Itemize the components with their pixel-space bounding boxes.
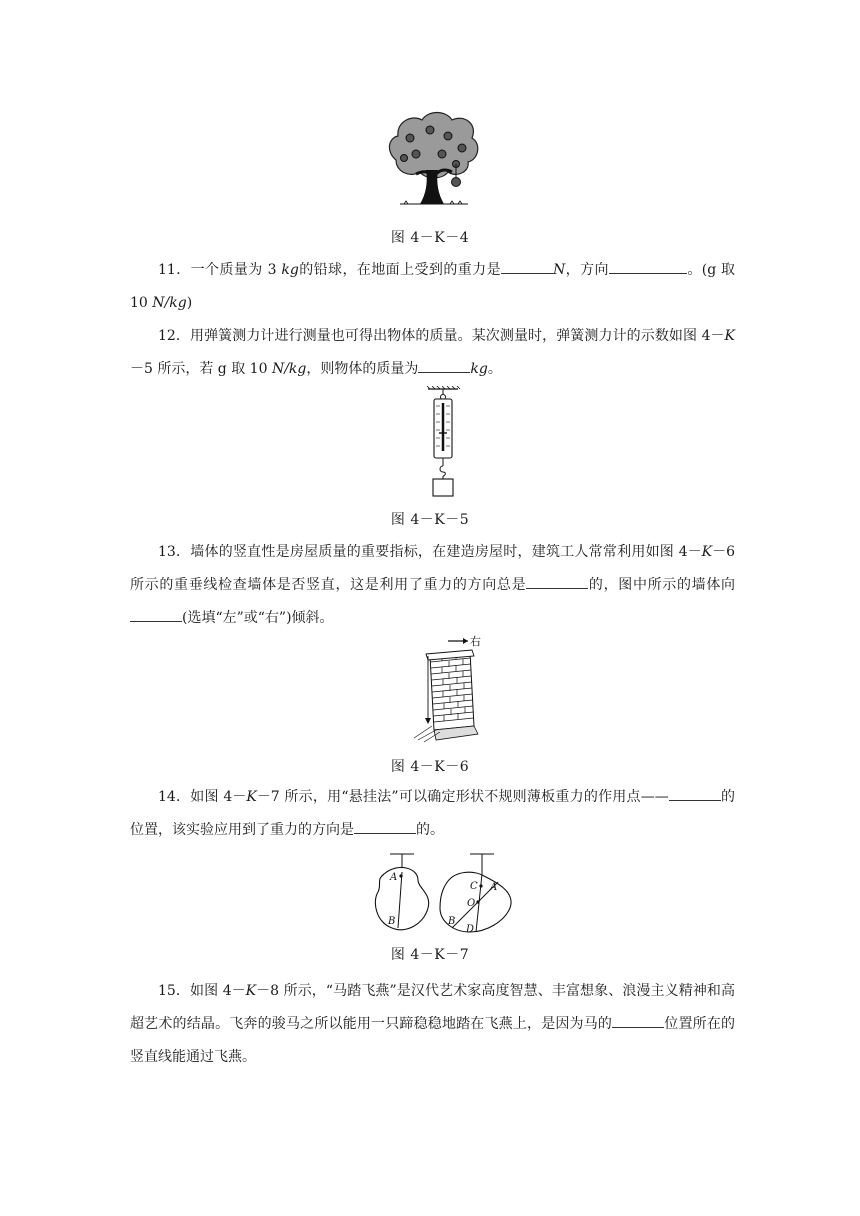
q13-text-c: 的，图中所示的墙体向: [588, 577, 736, 593]
q11-text-b: 的铅球，在地面上受到的重力是: [298, 262, 501, 278]
apple-tree-figure: [386, 108, 481, 210]
suspension-plates-figure: [370, 852, 518, 934]
point-label-a2: A: [490, 882, 498, 893]
q14-text-b: －7 所示，用“悬挂法”可以确定形状不规则薄板重力的作用点——: [256, 789, 669, 805]
point-label-o: O: [467, 898, 476, 909]
q11-text-e: ): [186, 295, 193, 311]
point-label-a: A: [390, 872, 398, 883]
q14-text-d: 的。: [416, 822, 444, 838]
q13-text-d: (选填“左”或“右”)倾斜。: [182, 610, 334, 626]
figure-caption: 图 4－K－4: [390, 230, 470, 246]
q12-text-c: ，则物体的质量为: [306, 361, 419, 377]
unit-text: kg: [281, 262, 299, 278]
figure-k: K: [245, 983, 257, 999]
direction-label: 右: [470, 635, 481, 648]
q15-text-a: 15．如图 4－: [158, 983, 246, 999]
point-label-c: C: [470, 881, 478, 892]
q14-text-c: 的位置，该实验应用到了重力的方向是: [130, 789, 736, 838]
question-13: [130, 536, 735, 635]
question-12: [130, 320, 735, 386]
q15-text-b: －8 所示，“马踏飞燕”是汉代艺术家高度智慧、丰富想象、浪漫主义精神和高超艺术的结晶。飞奔的骏马之所以能用一只蹄稳稳地踏在飞燕上，是因为马的: [130, 983, 736, 1032]
q13-text-a: 13．墙体的竖直性是房屋质量的重要指标，在建造房屋时，建筑工人常常利用如图 4－: [158, 544, 702, 560]
figure-k: K: [246, 789, 257, 805]
q11-text-a: 11．一个质量为 3: [158, 262, 282, 278]
q11-text-d: 。(g 取 10: [130, 262, 736, 311]
point-label-d: D: [466, 924, 475, 934]
figure-caption: 图 4－K－5: [390, 512, 470, 528]
answer-blank[interactable]: [130, 607, 182, 622]
unit-text: N: [553, 262, 566, 278]
q13-text-b: －6 所示的重垂线检查墙体是否竖直，这是利用了重力的方向总是: [130, 544, 735, 593]
figure-caption: 图 4－K－6: [390, 759, 470, 775]
answer-blank[interactable]: [501, 259, 553, 274]
answer-blank[interactable]: [418, 358, 470, 373]
spring-scale-figure: [424, 386, 462, 498]
answer-blank[interactable]: [354, 819, 416, 834]
unit-text: N/kg: [271, 361, 307, 377]
answer-blank[interactable]: [612, 1013, 664, 1028]
figure-k: K: [724, 328, 735, 344]
question-11: [130, 254, 735, 320]
question-15: [130, 975, 735, 1074]
answer-blank[interactable]: [669, 786, 721, 801]
answer-blank[interactable]: [609, 259, 687, 274]
figure-caption: 图 4－K－7: [390, 947, 470, 963]
q12-text-a: 12．用弹簧测力计进行测量也可得出物体的质量。某次测量时，弹簧测力计的示数如图 4－: [158, 328, 725, 344]
q11-text-c: ，方向: [565, 262, 609, 278]
q12-text-d: 。: [487, 361, 502, 377]
point-label-b: B: [388, 916, 396, 927]
brick-wall-figure: [412, 634, 484, 744]
q15-text-c: 位置所在的竖直线能通过飞燕。: [130, 1016, 736, 1065]
unit-text: kg: [470, 361, 488, 377]
unit-text: N/kg: [152, 295, 187, 311]
q14-text-a: 14．如图 4－: [158, 789, 247, 805]
figure-k: K: [701, 544, 713, 560]
question-14: [130, 781, 735, 847]
q12-text-b: －5 所示，若 g 取 10: [130, 361, 272, 377]
answer-blank[interactable]: [526, 574, 588, 589]
point-label-b2: B: [448, 916, 456, 927]
